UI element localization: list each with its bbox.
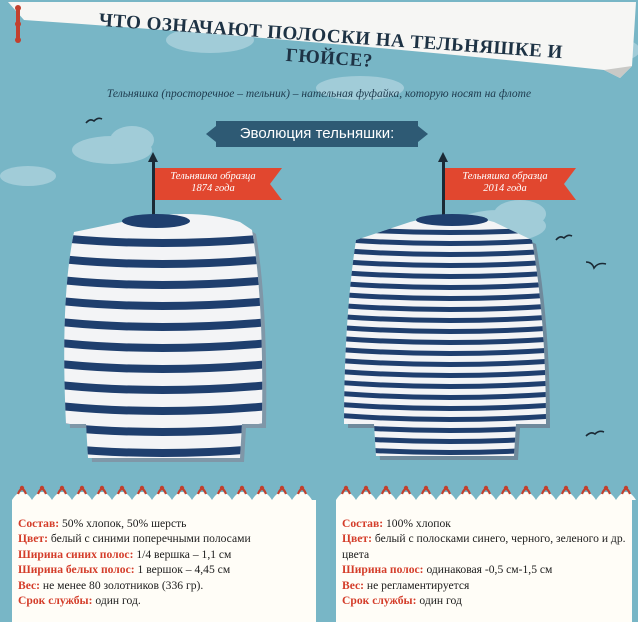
spec-service: Срок службы: один год. (18, 594, 141, 608)
spec-composition: Состав: 100% хлопок (342, 517, 451, 530)
spec-service: Срок службы: один год (342, 594, 462, 608)
spec-weight: Вес: не регламентируется (342, 578, 470, 592)
ribbon-tip-left (206, 126, 216, 142)
ribbon-tip-right (418, 126, 428, 142)
spec-white-width: Ширина белых полос: 1 вершок – 4,45 см (18, 563, 231, 577)
spec-color: Цвет: белый с синими поперечными полосами (18, 532, 251, 546)
striped-shirt-icon (60, 200, 270, 470)
spec-card-1874 (12, 500, 316, 622)
spec-color: Цвет: белый с полосками синего, черного, зеленого и др. цвета (342, 532, 626, 561)
flag-label-2014 (448, 171, 562, 195)
flag-line-1: Тельняшка образца (170, 171, 256, 182)
spec-stripe-width: Ширина полос: одинаковая -0,5 см-1,5 см (342, 563, 553, 577)
evolution-label: Эволюция тельняшки: (216, 121, 418, 147)
spec-blue-width: Ширина синих полос: 1/4 вершка – 1,1 см (18, 547, 232, 561)
spec-composition: Состав: 50% хлопок, 50% шерсть (18, 517, 187, 530)
spec-weight: Вес: не менее 80 золотников (336 гр). (18, 578, 204, 592)
flag-line-2: 1874 года (191, 183, 235, 194)
flag-line-1: Тельняшка образца (462, 171, 548, 182)
spec-card-2014 (336, 500, 632, 622)
flag-label-1874 (158, 171, 268, 195)
page-title: ЧТО ОЗНАЧАЮТ ПОЛОСКИ НА ТЕЛЬНЯШКЕ И ГЮЙСЕ? (98, 9, 564, 72)
page-subtitle: Тельняшка (просторечное – тельник) – нательная фуфайка, которую носят на флоте (106, 88, 532, 100)
flag-line-2: 2014 года (483, 183, 527, 194)
